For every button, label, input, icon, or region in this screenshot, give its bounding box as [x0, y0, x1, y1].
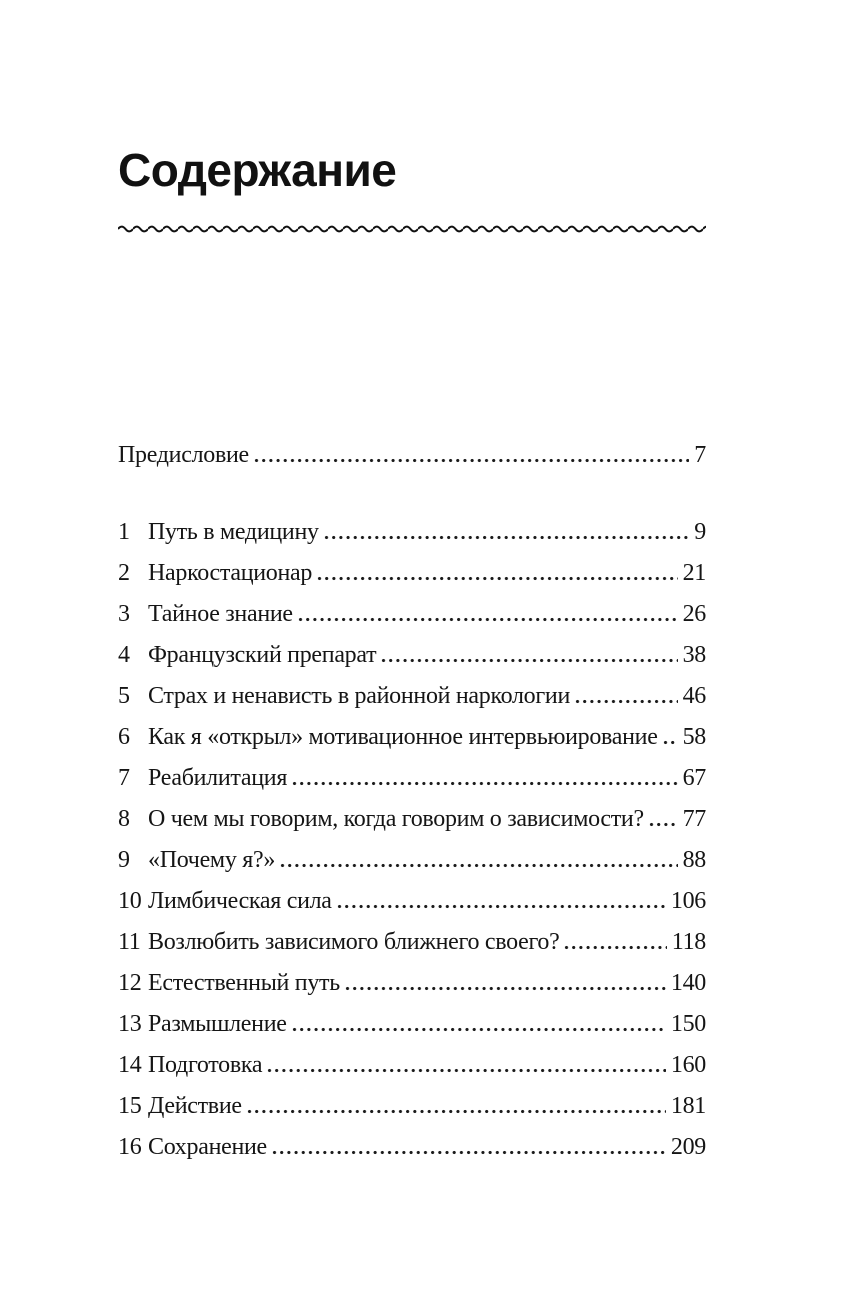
chapter-number: 10	[118, 887, 142, 914]
dot-leader	[648, 821, 678, 828]
chapter-title: Реабилитация	[148, 764, 288, 791]
dot-leader	[271, 1149, 666, 1156]
chapter-title: Сохранение	[148, 1133, 267, 1160]
wavy-divider-svg	[118, 223, 706, 235]
toc-entry	[118, 626, 706, 667]
chapter-page-number: 38	[682, 641, 706, 668]
toc-entry	[118, 708, 706, 749]
dot-leader	[291, 1026, 666, 1033]
chapter-number: 9	[118, 846, 130, 873]
dot-leader	[253, 457, 689, 464]
dot-leader	[266, 1067, 666, 1074]
toc-entry	[118, 954, 706, 995]
chapter-title: О чем мы говорим, когда говорим о зависимости?	[148, 805, 644, 832]
chapter-page-number: 118	[671, 928, 706, 955]
dot-leader	[563, 944, 666, 951]
chapter-page-number: 160	[670, 1051, 706, 1078]
chapter-page-number: 209	[670, 1133, 706, 1160]
chapter-title: Страх и ненависть в районной наркологии	[148, 682, 571, 709]
toc-entry	[118, 995, 706, 1036]
chapter-number: 16	[118, 1133, 142, 1160]
toc-entry	[118, 749, 706, 790]
chapter-number: 12	[118, 969, 142, 996]
chapter-number: 3	[118, 600, 130, 627]
chapter-number: 4	[118, 641, 130, 668]
chapter-title: Естественный путь	[148, 969, 340, 996]
chapter-title: Подготовка	[148, 1051, 263, 1078]
toc-entry	[118, 667, 706, 708]
chapter-title: Размышление	[148, 1010, 287, 1037]
chapter-page-number: 26	[682, 600, 706, 627]
dot-leader	[574, 698, 678, 705]
chapter-number: 1	[118, 518, 130, 545]
dot-leader	[380, 657, 677, 664]
toc-entry	[118, 831, 706, 872]
dot-leader	[662, 739, 678, 746]
chapter-number: 6	[118, 723, 130, 750]
chapter-page-number: 77	[682, 805, 706, 832]
toc-entry	[118, 585, 706, 626]
dot-leader	[344, 985, 666, 992]
chapter-page-number: 67	[682, 764, 706, 791]
chapter-page-number: 181	[670, 1092, 706, 1119]
chapter-page-number: 46	[682, 682, 706, 709]
toc-entry	[118, 1118, 706, 1159]
toc-entry	[118, 544, 706, 585]
dot-leader	[323, 534, 690, 541]
toc-entry	[118, 790, 706, 831]
preface-page-number: 7	[694, 441, 706, 468]
toc-list	[118, 426, 706, 1159]
chapter-page-number: 9	[694, 518, 706, 545]
chapter-title: Как я «открыл» мотивационное интервьюирование	[148, 723, 658, 750]
toc-entry-preface	[118, 426, 706, 467]
chapter-page-number: 88	[682, 846, 706, 873]
dot-leader	[246, 1108, 666, 1115]
chapter-title: Наркостационар	[148, 559, 313, 586]
toc-entry	[118, 1036, 706, 1077]
page-title: Содержание	[118, 144, 397, 196]
chapter-title: Тайное знание	[148, 600, 293, 627]
chapter-page-number: 106	[670, 887, 706, 914]
toc-entry	[118, 503, 706, 544]
chapter-number: 2	[118, 559, 130, 586]
dot-leader	[316, 575, 678, 582]
wavy-divider	[118, 223, 706, 235]
dot-leader	[336, 903, 666, 910]
chapter-title: «Почему я?»	[148, 846, 276, 873]
chapter-number: 7	[118, 764, 130, 791]
chapter-title: Действие	[148, 1092, 242, 1119]
toc-entry	[118, 872, 706, 913]
chapter-title: Французский препарат	[148, 641, 377, 668]
toc-entry	[118, 913, 706, 954]
chapter-number: 14	[118, 1051, 142, 1078]
chapter-number: 13	[118, 1010, 142, 1037]
chapter-number: 11	[118, 928, 141, 955]
chapter-title: Путь в медицину	[148, 518, 319, 545]
chapter-number: 8	[118, 805, 130, 832]
chapter-page-number: 58	[682, 723, 706, 750]
chapter-page-number: 140	[670, 969, 706, 996]
chapter-number: 15	[118, 1092, 142, 1119]
toc-entry	[118, 1077, 706, 1118]
dot-leader	[291, 780, 678, 787]
chapter-page-number: 150	[670, 1010, 706, 1037]
dot-leader	[297, 616, 678, 623]
chapter-number: 5	[118, 682, 130, 709]
dot-leader	[279, 862, 678, 869]
chapter-title: Лимбическая сила	[148, 887, 332, 914]
chapter-title: Возлюбить зависимого ближнего своего?	[148, 928, 560, 955]
chapter-page-number: 21	[682, 559, 706, 586]
preface-title: Предисловие	[118, 441, 249, 468]
